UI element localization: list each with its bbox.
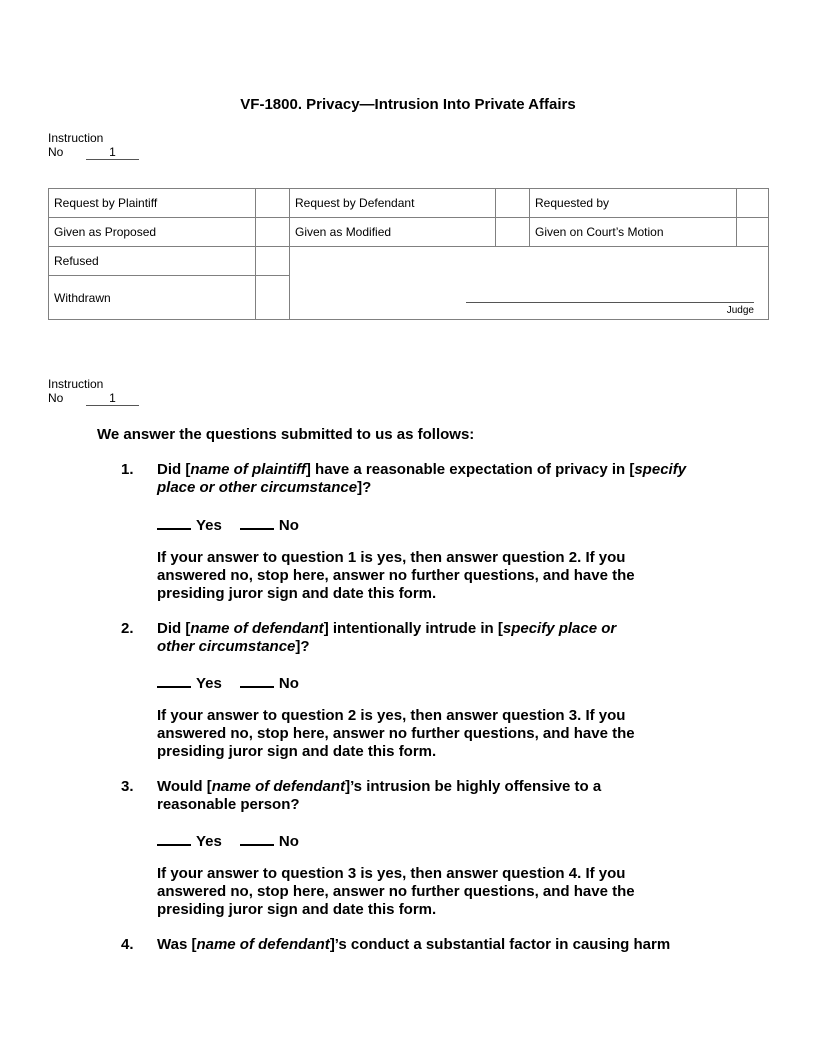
request-by-defendant-label: Request by Defendant <box>290 189 496 218</box>
question-text: Did [name of defendant] intentionally intrude in [specify place or other circumstance]? <box>157 620 617 655</box>
question-instruction: If your answer to question 3 is yes, then answer question 4. If you answered no, stop here, answer no further questions, and have the presiding juror sign and date this form. <box>157 865 635 918</box>
verdict-intro: We answer the questions submitted to us as follows: <box>97 426 475 443</box>
given-as-proposed-label: Given as Proposed <box>49 218 256 247</box>
given-as-proposed-checkbox[interactable] <box>256 218 290 247</box>
withdrawn-label: Withdrawn <box>49 276 256 320</box>
no-label: No <box>278 517 299 534</box>
no-blank[interactable] <box>240 514 274 530</box>
withdrawn-checkbox[interactable] <box>256 276 290 320</box>
instruction-label: Instruction <box>48 377 104 391</box>
refused-label: Refused <box>49 247 256 276</box>
yes-label: Yes <box>196 675 222 692</box>
given-on-courts-motion-checkbox[interactable] <box>737 218 769 247</box>
given-on-courts-motion-label: Given on Court’s Motion <box>530 218 737 247</box>
no-blank[interactable] <box>240 830 274 846</box>
judge-signature-line <box>466 302 754 303</box>
question-text: Did [name of plaintiff] have a reasonable expectation of privacy in [specify place or other circumstance]? <box>157 461 687 496</box>
judge-signature-area[interactable] <box>290 247 769 320</box>
instruction-label: Instruction <box>48 131 104 145</box>
judge-label: Judge <box>726 305 754 316</box>
requested-by-checkbox[interactable] <box>737 189 769 218</box>
instruction-no-field[interactable]: 1 <box>86 391 139 406</box>
yes-blank[interactable] <box>157 830 191 846</box>
instruction-no-label: No <box>48 391 64 405</box>
question-number: 1. <box>121 461 134 478</box>
document-title: VF-1800. Privacy—Intrusion Into Private Affairs <box>240 96 576 113</box>
request-by-plaintiff-label: Request by Plaintiff <box>49 189 256 218</box>
request-by-defendant-checkbox[interactable] <box>496 189 530 218</box>
instruction-number-bottom <box>48 377 116 405</box>
yes-blank[interactable] <box>157 514 191 530</box>
given-as-modified-checkbox[interactable] <box>496 218 530 247</box>
yes-no-answer <box>157 514 299 535</box>
question-instruction: If your answer to question 2 is yes, then answer question 3. If you answered no, stop here, answer no further questions, and have the presiding juror sign and date this form. <box>157 707 635 760</box>
instruction-no-field[interactable]: 1 <box>86 145 139 160</box>
no-blank[interactable] <box>240 672 274 688</box>
question-number: 4. <box>121 936 134 953</box>
request-table <box>48 188 769 320</box>
question-number: 3. <box>121 778 134 795</box>
question-text: Was [name of defendant]’s conduct a substantial factor in causing harm <box>157 936 671 953</box>
yes-no-answer <box>157 830 299 851</box>
refused-checkbox[interactable] <box>256 247 290 276</box>
yes-label: Yes <box>196 517 222 534</box>
instruction-number-top <box>48 131 116 159</box>
yes-blank[interactable] <box>157 672 191 688</box>
yes-label: Yes <box>196 833 222 850</box>
question-instruction: If your answer to question 1 is yes, then answer question 2. If you answered no, stop here, answer no further questions, and have the presiding juror sign and date this form. <box>157 549 635 602</box>
question-text: Would [name of defendant]’s intrusion be highly offensive to a reasonable person? <box>157 778 602 813</box>
request-by-plaintiff-checkbox[interactable] <box>256 189 290 218</box>
no-label: No <box>278 833 299 850</box>
instruction-no-label: No <box>48 145 64 159</box>
requested-by-label: Requested by <box>530 189 737 218</box>
yes-no-answer <box>157 672 299 693</box>
no-label: No <box>278 675 299 692</box>
given-as-modified-label: Given as Modified <box>290 218 496 247</box>
question-number: 2. <box>121 620 134 637</box>
